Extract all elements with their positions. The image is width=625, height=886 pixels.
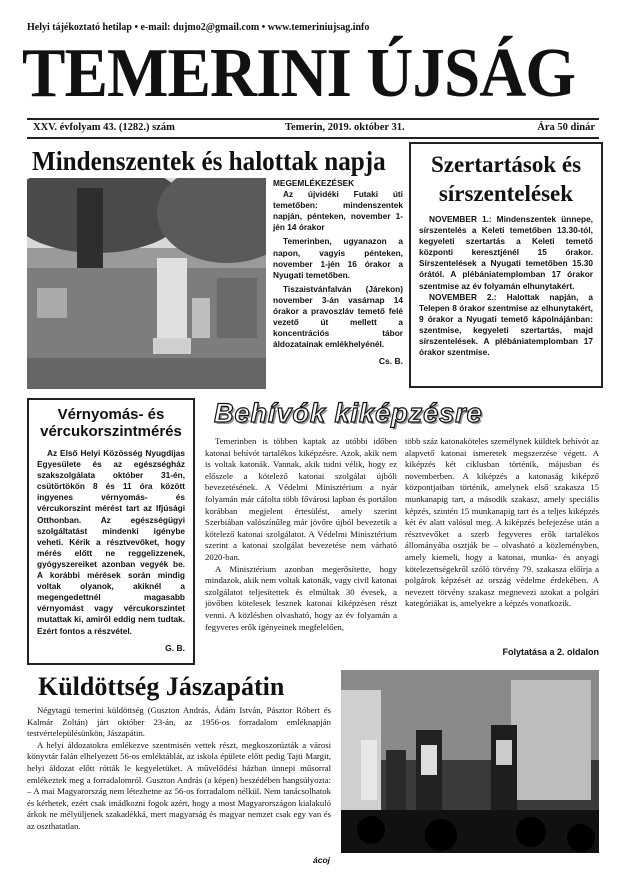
kuldottseg-article — [27, 705, 331, 855]
place-date: Temerin, 2019. október 31. — [285, 122, 405, 133]
kuldottseg-title: Küldöttség Jászapátin — [38, 672, 285, 701]
tagline: Helyi tájékoztató hetilap • e-mail: dujmo2@gmail.com • www.temeriniujsag.info — [27, 22, 370, 33]
cemetery-photo — [27, 178, 266, 389]
behivok-title: Behívók kiképzésre — [214, 398, 483, 428]
paragraph: több száz katonaköteles személynek küldtek behívót az alapvető katonai ismeretek megszerzése végett. A kiképzés két ciklusban történik, májusban és novemberben. A kiképzés a katonaság kiképző központjaiban történik, amelynek első szakasza 15 munkanapig tart, a második szakasz, amely speciális képzés, szintén 15 munkanapig tart és a teljes kiképzés két év alatt valósul meg. A kiképzés befejezése után a résztvevőket a szerb fegyveres erők tartalékos állományába osztják be – olvasható a közleményben, amely kiemeli, hogy a katonai, munka- és anyagi kötelezettségekről szóló törvény 79. szakasza előírja a polgárok képzését az ország védelme érdekében. A nevezett törvény szakasz megnevezi azokat a polgári kategóriákat is, amelyekre a képzés vonatkozik. — [405, 436, 599, 609]
paragraph: Az újvidéki Futaki úti temetőben: mindenszentek napján, pénteken, november 1-jén 14 órakor — [273, 189, 403, 233]
paragraph: Négytagú temerini küldöttség (Guszton András, Ádám István, Pásztor Róbert és Kalmár Zoltán) járt október 23-án, az 1956-os forradalom emléknapján testvértelepülésünkön, Jászapátin. — [27, 705, 331, 739]
vernyomas-title-1: Vérnyomás- és — [57, 406, 165, 423]
vernyomas-title-2: vércukorszintmérés — [40, 423, 182, 440]
info-bar — [27, 118, 599, 139]
mindenszentek-title: Mindenszentek és halottak napja — [32, 146, 386, 176]
szertartasok-box — [409, 142, 603, 388]
paragraph: Temerinben, ugyanazon a napon, vagyis pénteken, november 1-jén 16 órakor a Nyugati temetőben. — [273, 236, 403, 280]
paragraph: A Minisztérium azonban megerősítette, hogy mindazok, akik nem voltak katonák, vagy civil katonai szolgálatot teljesítettek és elmúltak 30 évesek, a jövőben kötelesek lesznek katonai kiképzésen részt venni. A közlésben olvasható, hogy az év folyamán a fegyveres erők igényeinek megfelelően, — [205, 563, 397, 632]
paragraph: Az Első Helyi Közösség Nyugdíjas Egyesülete és az egészségház szakszolgálata október 31-én, csütörtökön 8 és 11 óra között ingyenes vérnyomás- és vércukorszint mérést tart az Ifjúsági Otthonban. Az egészségügyi szolgáltatást mindenki igénybe veheti. Kérik a résztvevőket, hogy mérés előtt ne reggelizzenek, gyógyszereiket azonban vegyék be. A korábbi mérések során mindig voltak olyanok, akiknél a megengedettnél magasabb vérnyomást vagy vércukorszintet mutattak ki, amiről eddig nem tudtak. Ezért fontos a részvétel. — [37, 448, 185, 636]
paragraph: NOVEMBER 1.: Mindenszentek ünnepe, sírszentelés a Keleti temetőben 13.30-tól, kegyeleti szertartás a Keleti temető központi keresztjénél 15 órakor. Sírszentelések a Nyugati temetőben 15.30 órától. A plébániatemplomban 17 órakor szentmise az év folyamán elhunytakért. — [419, 214, 593, 291]
delegation-photo — [341, 670, 599, 853]
szertartasok-title-1: Szertartások és — [430, 152, 582, 177]
signature: G. B. — [165, 642, 185, 653]
vernyomas-box — [27, 398, 195, 665]
behivok-col-2 — [405, 436, 599, 644]
signature: Cs. B. — [378, 356, 403, 367]
signature: ácoj — [312, 855, 330, 865]
szertartasok-title-2: sírszentelések — [438, 181, 574, 206]
paragraph: Tiszaistvánfalván (Járekon) november 3-án vasárnap 14 órakor a pravoszláv temető felé vezető út mellett a koncentrációs tábor áldozatainak emlékhelyénél. — [273, 283, 403, 350]
masthead: TEMERINI ÚJSÁG — [22, 35, 576, 112]
szertartasok-article — [419, 214, 593, 358]
price: Ára 50 dinár — [537, 122, 595, 133]
kicker: MEGEMLÉKEZÉSEK — [273, 178, 355, 188]
vernyomas-article — [37, 448, 185, 654]
behivok-col-1 — [205, 436, 397, 664]
mindenszentek-article — [273, 178, 403, 368]
paragraph: NOVEMBER 2.: Halottak napján, a Telepen 8 órakor szentmise az elhunytakért, 9 órakor a Nyugati temető kápolnájánban: szentmise, kegyeleti szertartás, majd sírszentelések. A plébániatemplomban 17 órakor szentmise. — [419, 291, 593, 358]
volume-info: XXV. évfolyam 43. (1282.) szám — [33, 122, 175, 133]
paragraph: A helyi áldozatokra emlékezve szentmisén vettek részt, megkoszorúzták a városi könyvtár falán elhelyezett 56-os emléktáblát, az iskola épülete előtt pedig Tajti Margit, helyi áldozat előtt rótták le kegyeletüket. A művelődési házban ünnepi műsorral emlékeztek meg a forradalomról. Guszton András (a képen) beszédében hangsúlyozta: – A mai Magyarország nem létezhetne az 56-os forradalom nélkül. Nem tanácsolhatok és kérhetek, ezért csak imádkozni fogok azért, hogy a most Magyarországon kialakuló árkok ne mélyüljenek szakadékká, mert magyarság és magyar nemzet csak egy van és az oszthatatlan. — [27, 739, 331, 831]
paragraph: Temerinben is többen kaptak az utóbbi időben katonai behívót tartalékos kiképzésre. Azok, akik nem is voltak katonák. Vannak, akik tudni vélik, hogy ez előszele a kötelező katonai szolgálat újbóli bevezetésének. A Védelmi Minisztérium a nyár folyamán már cáfolta több fővárosi lapban és portálon korábban megjelent értesülést, amely szerint Szerbiában valószínűleg már jövőre újból bevezetik a kötelező katonai szolgálatot. A Védelmi Minisztérium szerint a katonai szolgálat bevezetése nem várható 2020-ban. — [205, 436, 397, 562]
continued-note[interactable]: Folytatása a 2. oldalon — [502, 647, 599, 657]
